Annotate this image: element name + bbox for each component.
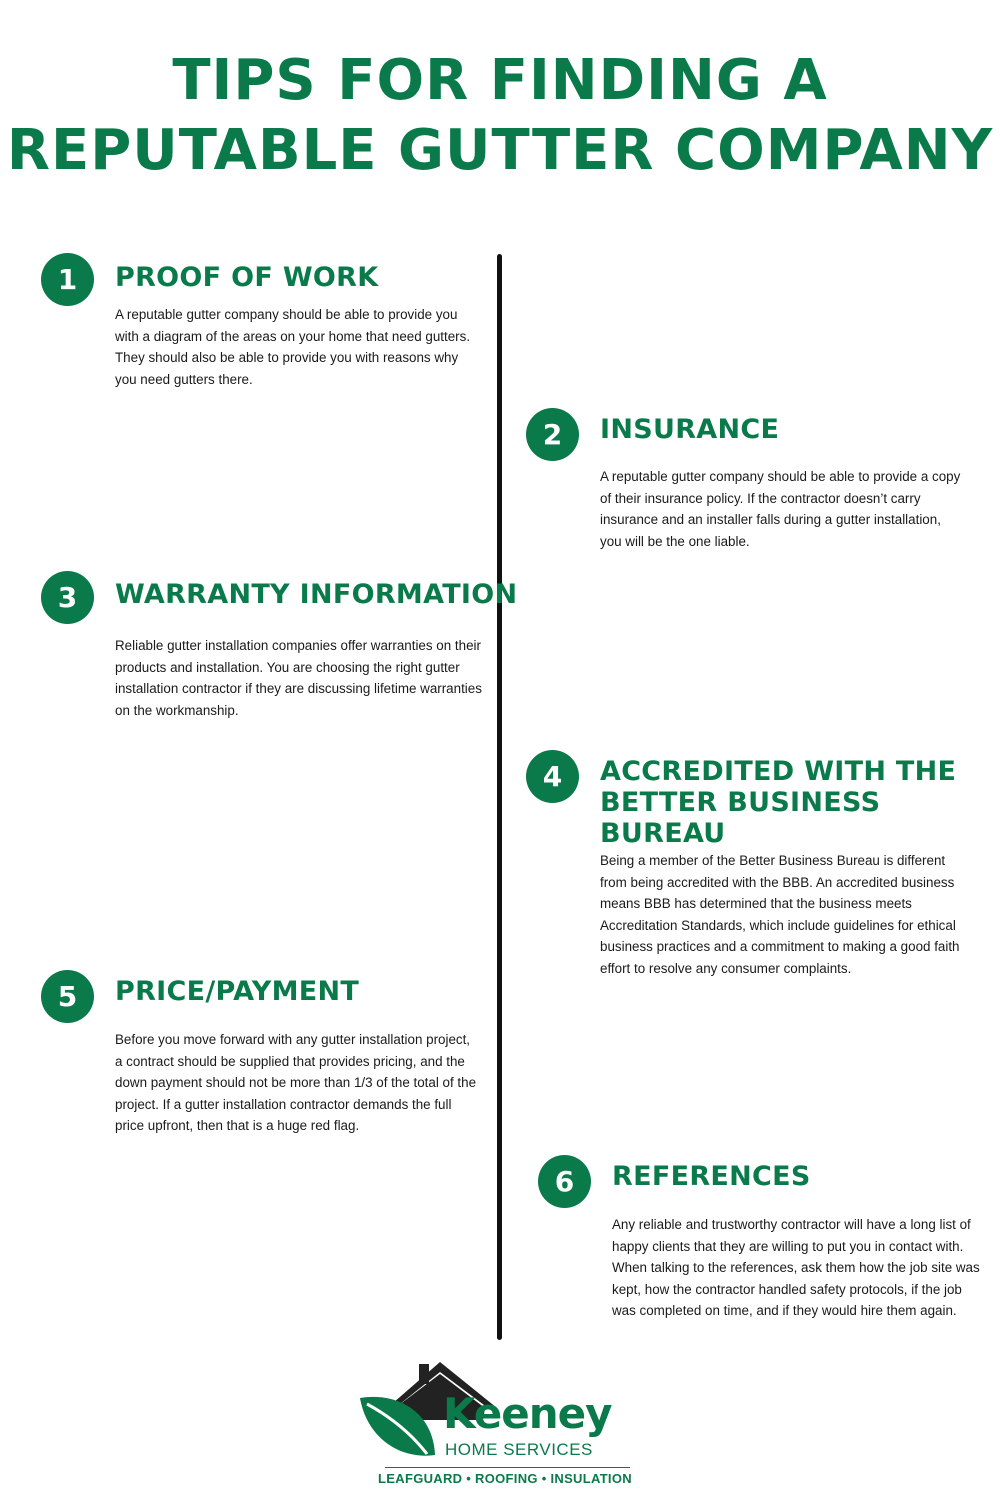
tip-heading: PRICE/PAYMENT: [115, 976, 360, 1007]
tip-number-badge: 3: [41, 571, 94, 624]
tip-body: Before you move forward with any gutter installation project, a contract should be supplied that provides pricing, and the down payment should not be more than 1/3 of the total of the project. If a gutter installation contractor demands the full price upfront, then that is a huge red flag.: [115, 1032, 477, 1134]
tip-number-badge: 5: [41, 970, 94, 1023]
tip-body: Any reliable and trustworthy contractor will have a long list of happy clients that they are willing to put you in contact with. When talking to the references, ask them how the job site was kept, how the contractor handled safety protocols, if the job was completed on time, and if they would hire them again.: [612, 1217, 980, 1319]
keeney-logo: [355, 1360, 645, 1490]
brand-rule: [385, 1467, 630, 1468]
title-line-2: REPUTABLE GUTTER COMPANY: [6, 118, 994, 183]
tip-body: A reputable gutter company should be able to provide you with a diagram of the areas on your home that need gutters. They should also be able to provide you with reasons why you need gutters there.: [115, 307, 471, 387]
tip-body: Reliable gutter installation companies offer warranties on their products and installation. You are choosing the right gutter installation contractor if they are discussing lifetime warranties on the workmanship.: [115, 638, 482, 718]
tip-number-badge: 2: [526, 408, 579, 461]
center-divider: [497, 254, 502, 1340]
tip-heading: WARRANTY INFORMATION: [115, 579, 518, 610]
tip-number-badge: 1: [41, 253, 94, 306]
brand-subtitle: HOME SERVICES: [445, 1440, 593, 1459]
tip-number-badge: 4: [526, 750, 579, 803]
brand-name: Keeney: [443, 1389, 612, 1438]
tip-body: Being a member of the Better Business Bureau is different from being accredited with the BBB. An accredited business means BBB has determined that the business meets Accreditation Standards, which include guidelines for ethical business practices and a commitment to making a good faith effort to resolve any consumer complaints.: [600, 853, 960, 976]
page-title: [0, 46, 1000, 186]
tip-number-badge: 6: [538, 1155, 591, 1208]
tip-heading: ACCREDITED WITH THE BETTER BUSINESS BUREAU: [600, 756, 957, 849]
tip-heading: INSURANCE: [600, 414, 780, 445]
tip-heading: PROOF OF WORK: [115, 262, 379, 293]
title-line-1: TIPS FOR FINDING A: [172, 48, 828, 113]
brand-tagline: LEAFGUARD • ROOFING • INSULATION: [378, 1471, 632, 1486]
tip-heading: REFERENCES: [612, 1161, 811, 1192]
tip-body: A reputable gutter company should be able to provide a copy of their insurance policy. If the contractor doesn’t carry insurance and an installer falls during a gutter installation, you will be the one liable.: [600, 469, 961, 549]
